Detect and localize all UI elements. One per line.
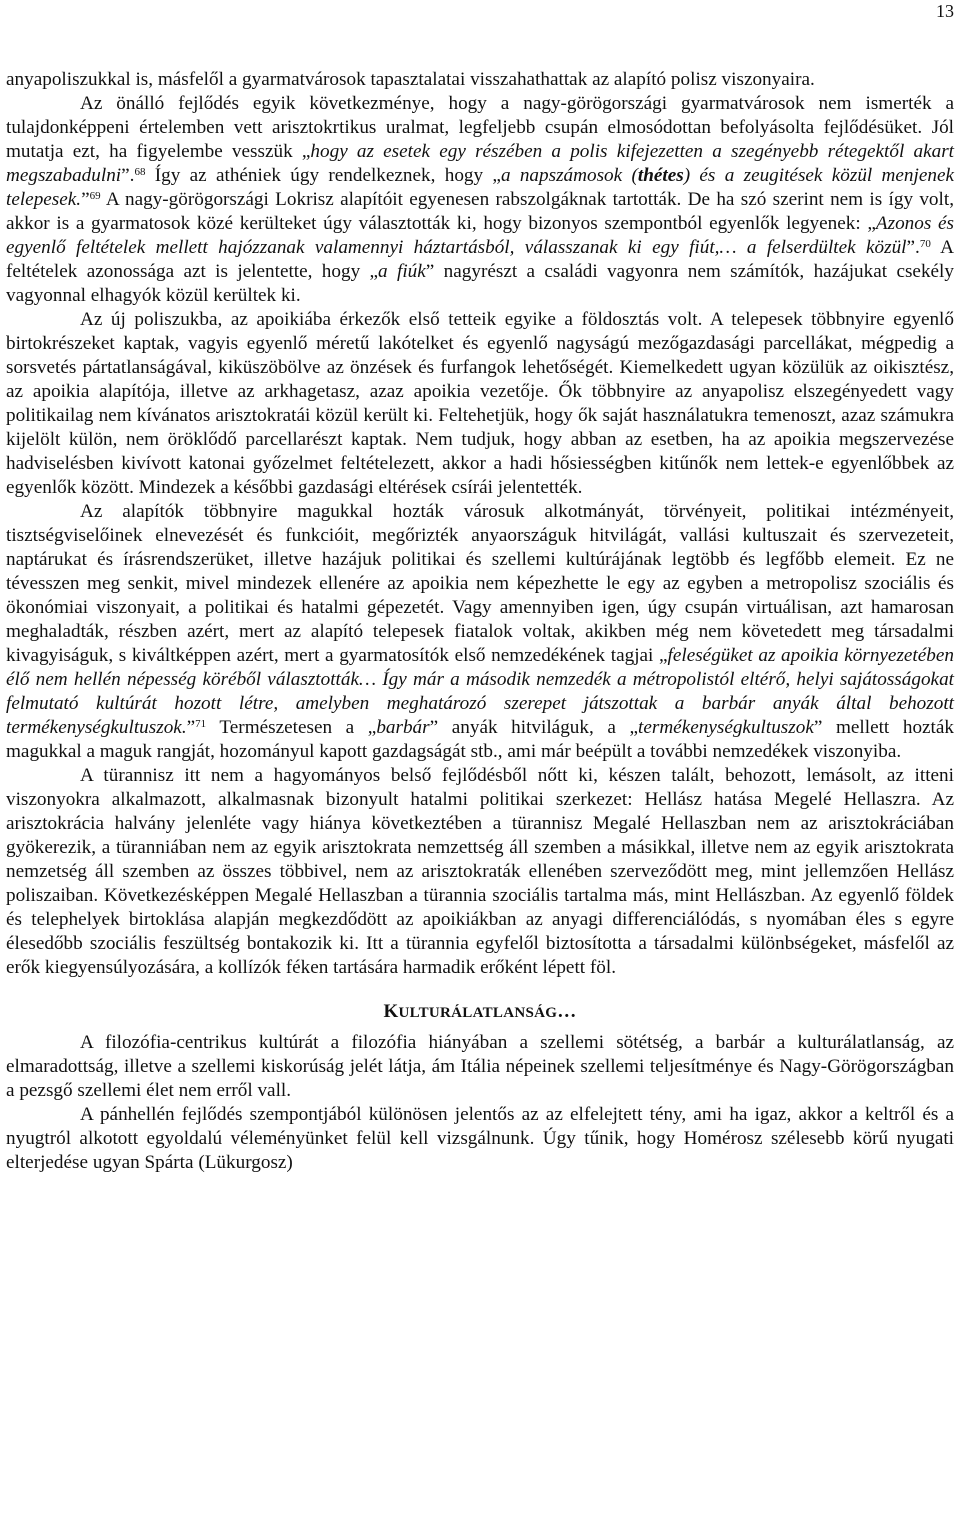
heading-initial: K [383,1001,399,1022]
text-run: Így az athéniek úgy rendelkeznek, hogy „ [145,165,501,186]
text-run: ”. [906,237,920,258]
paragraph-2 [6,92,954,308]
paragraph-4 [6,500,954,764]
paragraph-5: A türannisz itt nem a hagyományos belső fejlődésből nőtt ki, készen talált, behozott, lemásolt, az itteni viszonyokra alkalmazott, alkalmasnak bizonyult hatalmi politikai szerkezet: Hellász hatása Megelé Hellaszra. Az arisztokrácia halvány jelenléte vagy hiánya következtében a türannisz Megalé Hellaszban nem az arisztokráciában gyökerezik, a türanniában nem az egyik arisztokrata nemzettség áll szemben a másikkal, illetve nem az egyik arisztokrata nemzetség áll szemben az összes többivel, nem az arisztokraták ellenében szerveződött meg, mint jellemzően Hellász poliszaiban. Következésképpen Megalé Hellaszban a türannia szociális tartalma más, mint Hellászban. Az egyenlő földek és telephelyek birtoklása alapján megkezdődött az apoikiákban az anyagi differenciálódás, s nyomában éles s egyre élesedőbb szociális feszültség bontakozik ki. Itt a türannia egyfelől biztosította a társadalmi különbségeket, másfelől az erők kiegyensúlyozására, a kollízók féken tartására harmadik erőként lépett föl. [6,765,954,978]
footnote-ref-69: 69 [89,190,101,202]
page-number: 13 [936,1,954,21]
text-run: ” mellett hozták magukkal a maguk rangját, hozományul kapott gazdagságát stb., ami már beépült a további nemzedékek viszonyiba. [6,717,954,762]
section-heading [6,1000,954,1025]
quote-italic: Azonos és egyenlő feltételek mellett hajózzanak valamennyi háztartásból, válasszanak ki egy fiút,… a felserdültek közül [6,213,954,258]
quote-bold-term: thétes [637,165,684,186]
text-run: Az önálló fejlődés egyik következménye, hogy a nagy-görögországi gyarmatvárosok nem ismerték a tulajdonképpeni értelemben vett arisztokrtikus uralmat, legfeljebb csupán elmosódottan befolyásolta fejlődésüket. Jól mutatja ezt, ha figyelembe vesszük „ [6,93,954,162]
quote-italic: barbár [376,717,430,738]
text-run: ” [186,717,196,738]
quote-italic: hogy az esetek egy részében a polis kifejezetten a szegényebb rétegektől akart megszabadulni [6,141,955,186]
document-body [6,68,954,1175]
paragraph-6: A filozófia-centrikus kultúrát a filozófia hiányában a szellemi sötétség, a barbár a kulturálatlanság, az elmaradottság, illetve a szellemi kiskorúság jelét látja, ám Itália népeinek szellemi teljesítménye és Nagy-Görögországban a pezsgő szellemi élet nem erről vall. [6,1032,954,1101]
quote-italic: feleségüket az apoikia környezetében élő nem hellén népesség köréből választották… Így már a második nemzedék a métropolistól eltérő, helyi sajátosságokat felmutató kultúrát hozott létre, amelyben meghatározó szerepet játszottak a barbár anyák által behozott termékenységkultuszok. [6,645,954,738]
heading-rest: ULTURÁLATLANSÁG [398,1005,558,1021]
quote-italic: a fiúk [378,261,426,282]
text-run: A nagy-görögországi Lokrisz alapítóit egyenesen rabszolgáknak tartották. De ha szó szerint nem is így volt, akkor is a gyarmatosok közé kerülteket úgy választották ki, hogy bizonyos szempontból egyenlők legyenek: „ [6,189,954,234]
footnote-ref-70: 70 [919,238,931,250]
text-run: Természetesen a „ [206,717,377,738]
text-run: ”. [121,165,135,186]
text-run: ” nagyrészt a családi vagyonra nem számítók, hazájukat csekély vagyonnal elhagyók közül kerültek ki. [6,261,954,306]
text-run: ” [81,189,90,210]
footnote-ref-71: 71 [195,718,207,730]
quote-italic: termékenységkultuszok [638,717,814,738]
paragraph-7: A pánhellén fejlődés szempontjából különösen jelentős az az elfelejtett tény, ami ha igaz, akkor a keltről és a nyugtról alkotott egyoldalú véleményünket felül kell vizsgálnunk. Úgy tűnik, hogy Homérosz szélesebb körű nyugati elterjedése ugyan Spárta (Lükurgosz) [6,1104,954,1173]
paragraph-3: Az új poliszukba, az apoikiába érkezők első tetteik egyike a földosztás volt. A telepesek többnyire egyenlő birtokrészeket kaptak, vagyis egyenlő méretű lakótelket és egyenlő nagyságú mezőgazdasági parcellákat, mégpedig a sorsvetés pártatlanságával, kiküszöbölve az önzések és furfangok lehetőségét. Kiemelkedett ugyan közülük az oikisztész, az apoikia alapítója, illetve az arkhagetasz, azaz apoikia vezetője. Ők többnyire az anyapolisz elszegényedett vagy politikailag nem kívánatos arisztokratái közül került ki. Feltehetjük, hogy ők saját használatukra temenoszt, azaz számukra kijelölt külön, nem öröklődő parcellarészt kaptak. Nem tudjuk, hogy abban az esetben, ha az apoikia megszervezése hadviselésben kivívott katonai győzelmet feltételezett, akkor a hadi hősiességben kitűnők nem lettek-e egyenlőbbek az egyenlők között. Mindezek a későbbi gazdasági eltérések csírái jelentették. [6,309,954,498]
quote-part: a napszámosok ( [500,165,638,186]
text-run: A feltételek azonossága azt is jelentette, hogy „ [6,237,954,282]
heading-ellipsis: … [557,1001,577,1022]
quote-part: ) és a zeugitések közül menjenek telepesek. [6,165,954,210]
text-run: ” anyák hitviláguk, a „ [429,717,639,738]
footnote-ref-68: 68 [134,166,146,178]
text-run: Az alapítók többnyire magukkal hozták városuk alkotmányát, törvényeit, politikai intézményeit, tisztségviselőinek elnevezését és funkcióit, megőrizték anyaországuk hitvilágát, vallási kultuszait és szervezeteit, naptárukat és írásrendszerüket, illetve hazájuk politikai és szellemi kultúrájának legtöbb és legfőbb elemeit. Ez ne tévesszen meg senkit, mivel mindezek ellenére az apoikia nem képezhette le egy az egyben a metropolisz szociális és ökonómiai viszonyait, a politikai és hatalmi gépezetét. Vagy amennyiben igen, úgy csupán virtuálisan, azt hamarosan meghaladták, részben azért, mert az alapító telepesek fiatalok voltak, akikben még nem követedett meg társadalmi kivagyiságuk, s kiváltképpen azért, mert a gyarmatosítók első nemzedékének tagjai „ [6,501,954,666]
paragraph-1: anyapoliszukkal is, másfelől a gyarmatvárosok tapasztalatai visszahathattak az alapító polisz viszonyaira. [6,69,815,90]
